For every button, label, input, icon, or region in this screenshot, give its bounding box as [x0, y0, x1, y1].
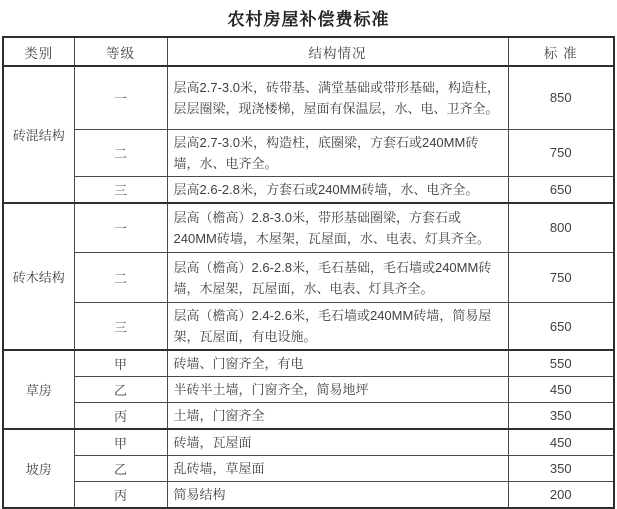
- standard-cell: 650: [508, 176, 614, 203]
- standard-cell: 650: [508, 303, 614, 351]
- structure-cell: 简易结构: [167, 482, 508, 509]
- grade-cell: 二: [74, 129, 167, 176]
- table-header-row: [3, 37, 614, 66]
- standard-cell: 200: [508, 482, 614, 509]
- table-row: [3, 350, 614, 377]
- standard-cell: 750: [508, 253, 614, 303]
- standard-cell: 450: [508, 377, 614, 403]
- category-cell: 砖木结构: [3, 203, 74, 351]
- header-category: 类别: [3, 37, 74, 66]
- grade-cell: 丙: [74, 482, 167, 509]
- standard-cell: 350: [508, 403, 614, 430]
- grade-cell: 乙: [74, 456, 167, 482]
- grade-cell: 乙: [74, 377, 167, 403]
- table-row: [3, 429, 614, 456]
- category-cell: 坡房: [3, 429, 74, 508]
- grade-cell: 甲: [74, 350, 167, 377]
- grade-cell: 二: [74, 253, 167, 303]
- table-row: [3, 203, 614, 253]
- page-title: 农村房屋补偿费标准: [227, 10, 390, 29]
- table-row: [3, 66, 614, 129]
- structure-cell: 砖墙、门窗齐全，有电: [167, 350, 508, 377]
- standard-cell: 850: [508, 66, 614, 129]
- standard-cell: 800: [508, 203, 614, 253]
- structure-cell: 砖墙，瓦屋面: [167, 429, 508, 456]
- grade-cell: 丙: [74, 403, 167, 430]
- standard-cell: 750: [508, 129, 614, 176]
- grade-cell: 一: [74, 203, 167, 253]
- category-cell: 砖混结构: [3, 66, 74, 203]
- structure-cell: 土墙，门窗齐全: [167, 403, 508, 430]
- grade-cell: 三: [74, 303, 167, 351]
- standard-cell: 550: [508, 350, 614, 377]
- grade-cell: 三: [74, 176, 167, 203]
- header-standard: 标 准: [508, 37, 614, 66]
- compensation-table: [2, 36, 615, 509]
- structure-cell: 乱砖墙，草屋面: [167, 456, 508, 482]
- table-row: [3, 377, 614, 403]
- header-grade: 等级: [74, 37, 167, 66]
- structure-cell: 层高2.7-3.0米，构造柱，底圈梁，方套石或240MM砖墙，水、电齐全。: [167, 129, 508, 176]
- table-row: [3, 253, 614, 303]
- grade-cell: 一: [74, 66, 167, 129]
- category-cell: 草房: [3, 350, 74, 429]
- table-row: [3, 482, 614, 509]
- header-structure: 结构情况: [167, 37, 508, 66]
- table-row: [3, 129, 614, 176]
- table-row: [3, 403, 614, 430]
- table-row: [3, 303, 614, 351]
- table-row: [3, 176, 614, 203]
- structure-cell: 层高（檐高）2.4-2.6米，毛石墙或240MM砖墙，简易屋架，瓦屋面，有电设施。: [167, 303, 508, 351]
- grade-cell: 甲: [74, 429, 167, 456]
- standard-cell: 350: [508, 456, 614, 482]
- structure-cell: 半砖半土墙，门窗齐全，简易地坪: [167, 377, 508, 403]
- structure-cell: 层高（檐高）2.8-3.0米，带形基础圈梁，方套石或240MM砖墙，木屋架，瓦屋面，水、电表、灯具齐全。: [167, 203, 508, 253]
- table-row: [3, 456, 614, 482]
- structure-cell: 层高2.6-2.8米，方套石或240MM砖墙，水、电齐全。: [167, 176, 508, 203]
- standard-cell: 450: [508, 429, 614, 456]
- structure-cell: 层高（檐高）2.6-2.8米，毛石基础，毛石墙或240MM砖墙，木屋架，瓦屋面，水、电表、灯具齐全。: [167, 253, 508, 303]
- structure-cell: 层高2.7-3.0米，砖带基、满堂基础或带形基础，构造柱，层层圈梁，现浇楼梯，屋面有保温层，水、电、卫齐全。: [167, 66, 508, 129]
